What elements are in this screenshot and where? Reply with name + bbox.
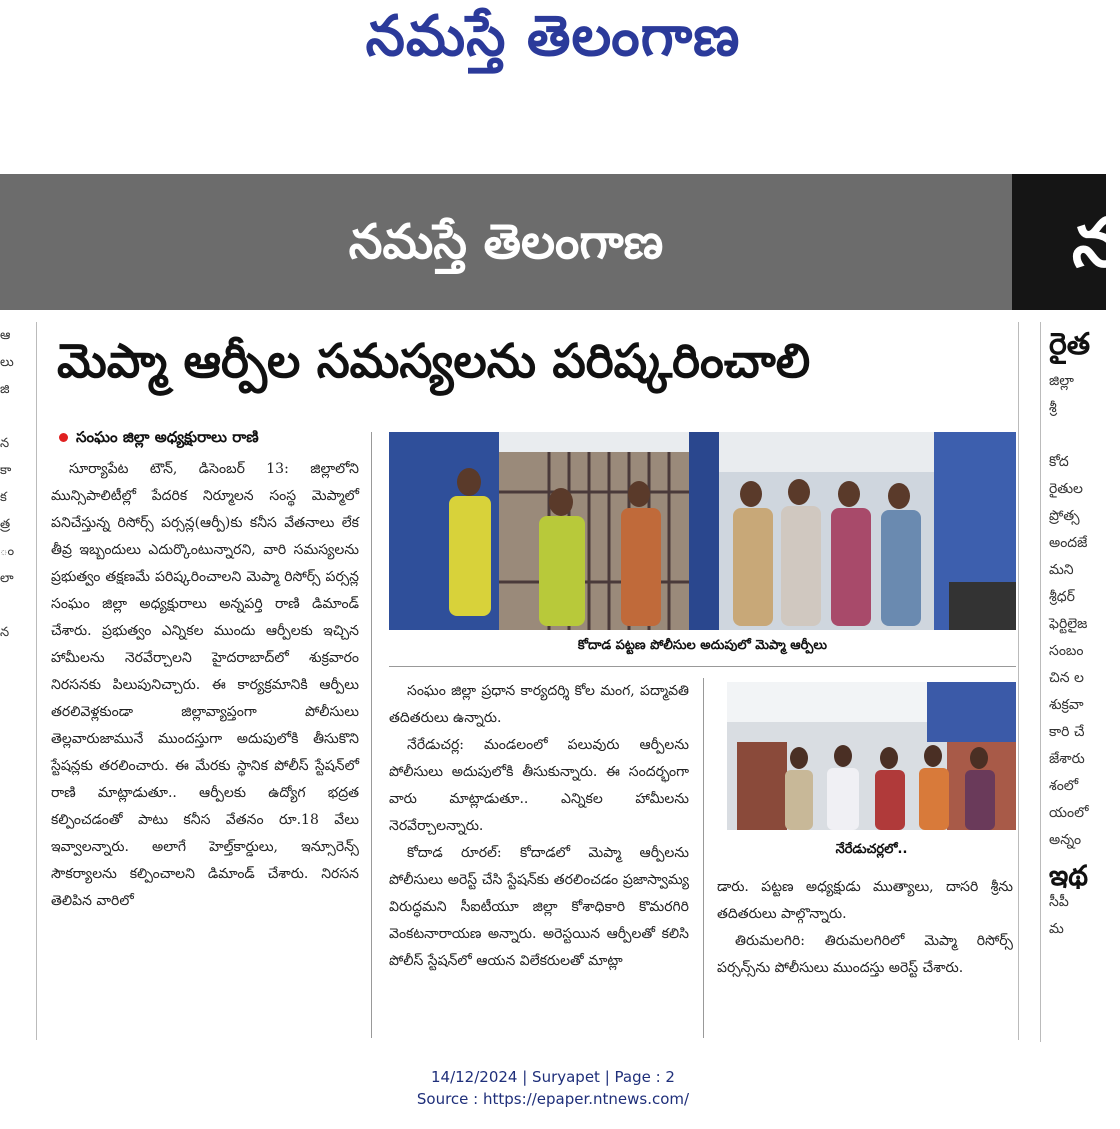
right-strip-line: కారి చే [1049, 724, 1085, 740]
right-strip-line: రైతుల [1049, 481, 1083, 497]
right-strip-line: సంబం [1049, 643, 1084, 659]
left-strip-fragment: జి [0, 382, 10, 397]
right-strip-line: ప్రోత్స [1049, 508, 1080, 524]
article-subhead [59, 428, 259, 450]
right-strip-line [1041, 422, 1107, 449]
left-strip-fragment: న [0, 625, 10, 640]
article-column-1 [51, 456, 359, 1036]
right-strip-line: శ్రీ [1049, 400, 1057, 416]
left-strip-fragment: న [0, 436, 10, 451]
column-1-text: సూర్యాపేట టౌన్, డిసెంబర్ 13: జిల్లాలోని మున్సిపాలిటీల్లో పేదరిక నిర్మూలన సంస్థ మెప్మాలో పనిచేస్తున్న రిసోర్స్ పర్సన్ల(ఆర్పీ)కు కనీస వేతనాలు లేక తీవ్ర ఇబ్బందులు ఎదుర్కొంటున్నారని, వారి సమస్యలను ప్రభుత్వం తక్షణమే పరిష్కరించాలని మెప్మా రిసోర్స్ పర్సన్ల సంఘం జిల్లా అధ్యక్షురాలు అన్నపర్తి రాణి డిమాండ్ చేశారు. ప్రభుత్వం ఎన్నికల ముందు ఆర్పీలకు ఇచ్చిన హామీలను నెరవేర్చాలని హైదరాబాద్‌లో శుక్రవారం నిరసనకు పిలుపునిచ్చారు. ఈ కార్యక్రమానికి ఆర్పీలు తరలివెళ్లకుండా జిల్లావ్యాప్తంగా పోలీసులు తెల్లవారుజామునే ముందస్తుగా అదుపులోకి తీసుకొని స్టేషన్లకు తరలించారు. ఈ మేరకు స్థానిక పోలీస్ స్టేషన్‌లో రాణి మాట్లాడుతూ.. ఆర్పీలకు ఉద్యోగ భద్రత కల్పించడంతో పాటు కనీస వేతనం రూ.18 వేలు ఇవ్వాలన్నారు. అలాగే హెల్త్‌కార్డులు, ఇన్సూరెన్స్ సౌకర్యాలను కల్పించాలని డిమాండ్ చేశారు. నిరసన తెలిపిన వారిలో [51, 461, 359, 909]
right-strip-line: మ [1049, 921, 1064, 937]
right-strip-line: మని [1049, 562, 1074, 578]
right-article-text-2 [1041, 889, 1107, 943]
right-strip-line: జిల్లా [1049, 373, 1074, 389]
caption-rule [389, 666, 1016, 667]
right-strip-line: సీపీ [1049, 894, 1069, 910]
right-strip-line: శ్రీధర్ [1049, 589, 1075, 605]
left-strip-fragment [0, 403, 16, 430]
column-divider-2 [703, 678, 704, 1038]
banner-side-letter: న [1072, 204, 1120, 283]
footer-source: Source : https://epaper.ntnews.com/ [416, 1090, 690, 1108]
banner-title: నమస్తే తెలంగాణ [348, 214, 664, 270]
right-article-headline: రైత [1049, 327, 1091, 362]
right-strip-line: చిన ల [1049, 670, 1084, 686]
right-article-text [1041, 368, 1107, 854]
section-banner [0, 174, 1012, 310]
right-strip-line: కోద [1049, 454, 1069, 470]
column-2-para-3: కోదాడ రూరల్: కోదాడలో మెప్మా ఆర్పీలను పోలీసులు అరెస్ట్ చేసి స్టేషన్‌కు తరలించడం ప్రజాస్వామ్య విరుద్ధమని సీఐటీయూ జిల్లా కోశాధికారి కొమరగిరి వెంకటనారాయణ అన్నారు. అరెస్టయిన ఆర్పీలతో కలిసి పోలీస్ స్టేషన్‌లో ఆయన విలేకరులతో మాట్లా [389, 845, 689, 969]
column-3-para-1: డారు. పట్టణ అధ్యక్షుడు ముత్యాలు, దాసరి శ్రీను తదితరులు పాల్గొన్నారు. [717, 879, 1013, 922]
banner-side-block [1012, 174, 1120, 310]
right-strip-line: అన్నం [1049, 832, 1082, 848]
column-2-para-1: సంఘం జిల్లా ప్రధాన కార్యదర్శి కోల మంగ, పద్మావతి తదితరులు ఉన్నారు. [389, 683, 689, 726]
column-3-para-2: తిరుమలగిరి: తిరుమలగిరిలో మెప్మా రిసోర్స్ పర్సన్స్‌ను పోలీసులు ముందస్తు అరెస్ట్ చేశారు. [717, 933, 1013, 976]
newspaper-logo: నమస్తే తెలంగాణ [365, 4, 741, 69]
right-strip-line: శుక్రవా [1049, 697, 1084, 713]
left-strip-fragment: ఆ [0, 328, 11, 343]
article [36, 322, 1019, 1040]
photo-1-caption: కోదాడ పట్టణ పోలీసుల అదుపులో మెప్మా ఆర్పీలు [577, 638, 828, 653]
subhead-text: సంఘం జిల్లా అధ్యక్షురాలు రాణి [76, 428, 259, 446]
column-2-para-2: నేరేడుచర్ల: మండలంలో పలువురు ఆర్పీలను పోలీసులు అదుపులోకి తీసుకున్నారు. ఈ సందర్భంగా వారు మాట్లాడుతూ.. ఎన్నికల హామీలను నెరవేర్చాలన్నారు. [389, 737, 689, 834]
left-strip-fragment: కా [0, 463, 12, 478]
article-headline: మెప్మా ఆర్పీల సమస్యలను పరిష్కరించాలి [57, 334, 811, 389]
photo-neredcherla [727, 682, 1016, 830]
photo-2-caption: నేరేడుచర్లలో.. [835, 842, 908, 857]
footer-date-page: 14/12/2024 | Suryapet | Page : 2 [431, 1068, 675, 1086]
left-adjacent-column [0, 322, 16, 1042]
left-strip-fragment: త్ర [0, 517, 11, 532]
bullet-icon [59, 433, 68, 442]
right-adjacent-article [1040, 322, 1107, 1042]
left-strip-fragment: లు [0, 355, 14, 370]
page-footer [0, 1066, 1106, 1110]
left-strip-fragment [0, 592, 16, 619]
right-strip-line: యంలో [1049, 805, 1089, 821]
masthead [0, 0, 1106, 90]
photo-kodad-image [389, 432, 1016, 630]
left-strip-fragment: ం [0, 544, 15, 559]
right-article-headline-2: ఇథ [1049, 859, 1089, 892]
right-strip-line: జేశారు [1049, 751, 1085, 767]
photo-kodad-police [389, 432, 1016, 630]
article-column-3 [717, 874, 1013, 1024]
column-divider [371, 432, 372, 1038]
photo-neredcherla-image [727, 682, 1016, 830]
article-column-2 [389, 678, 689, 1028]
left-strip-fragment: క [0, 490, 7, 505]
right-strip-line: అందజే [1049, 535, 1088, 551]
right-strip-line: ఫెర్టిలైజ [1049, 616, 1088, 632]
right-strip-line: శంలో [1049, 778, 1079, 794]
left-strip-fragment: లా [0, 571, 14, 586]
